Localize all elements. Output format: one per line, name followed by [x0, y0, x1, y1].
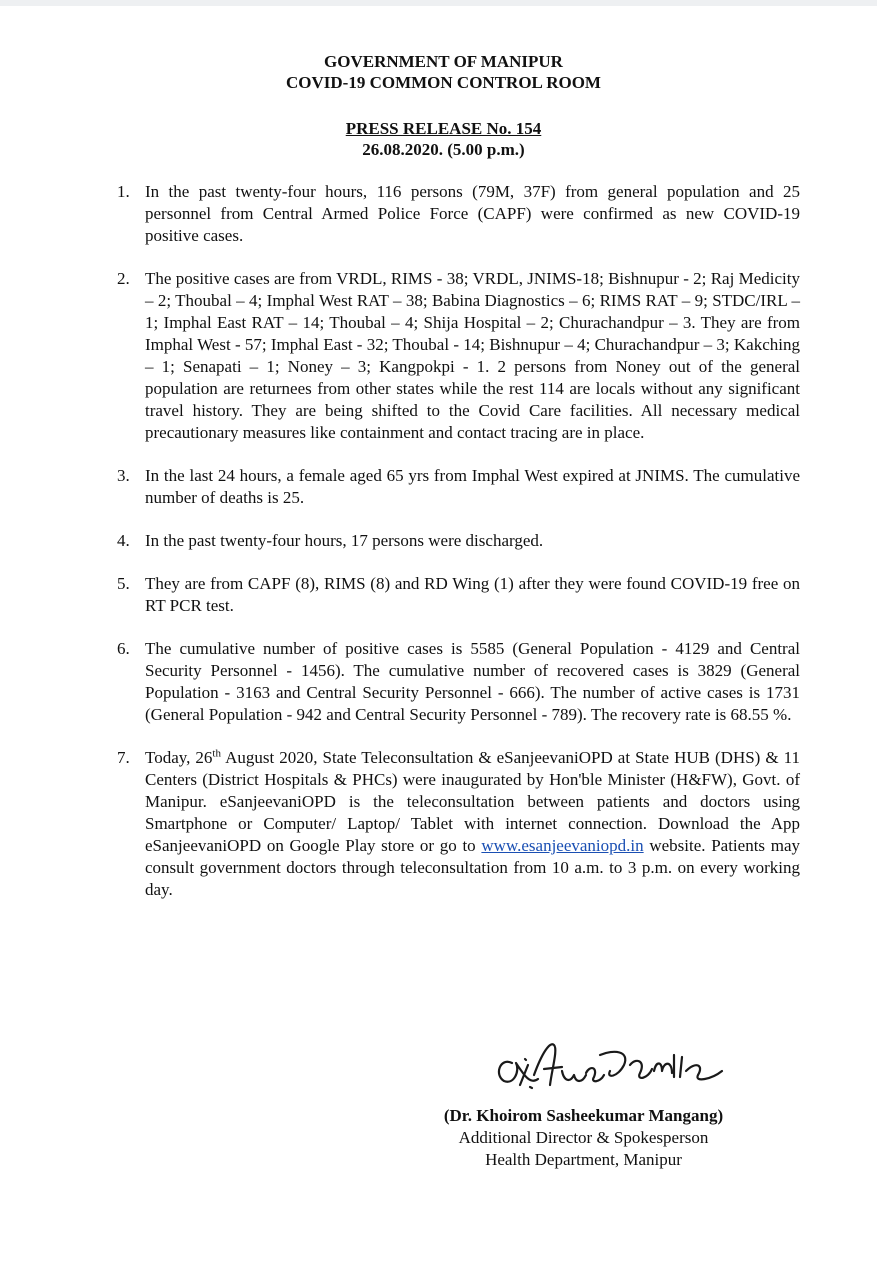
government-title: GOVERNMENT OF MANIPUR: [324, 52, 563, 71]
item-text: In the past twenty-four hours, 17 persons were discharged.: [145, 531, 544, 550]
list-item: [0, 530, 877, 552]
item-text: In the past twenty-four hours, 116 persons (79M, 37F) from general population and 25 personnel from Central Armed Police Force (CAPF) were confirmed as new COVID-19 positive cases.: [145, 182, 800, 245]
list-item: [0, 638, 877, 726]
item-text-part: Today, 26: [145, 748, 213, 767]
handwritten-signature: [490, 1035, 750, 1105]
item-number: 7.: [117, 748, 130, 767]
press-release-heading: [0, 118, 877, 160]
list-item: [0, 268, 877, 444]
item-number: 4.: [117, 531, 130, 550]
item-text: The positive cases are from VRDL, RIMS - 38; VRDL, JNIMS-18; Bishnupur - 2; Raj Medicity – 2; Thoubal – 4; Imphal West RAT – 38; Babina Diagnostics – 6; RIMS RAT – 9; STDC/IRL – 1; Imphal East RAT – 14; Thoubal – 4; Shija Hospital – 2; Churachandpur – 3. They are from Imphal West - 57; Imphal East - 32; Thoubal - 14; Bishnupur – 4; Churachandpur – 3; Kakching – 1; Senapati – 1; Noney – 3; Kangpokpi - 1. 2 persons from Noney out of the general population are returnees from other states while the rest 114 are locals without any significant travel history. They are being shifted to the Covid Care facilities. All necessary medical precautionary measures like containment and contact tracing are in place.: [145, 269, 800, 442]
press-release-number: PRESS RELEASE No. 154: [345, 119, 542, 138]
item-text: They are from CAPF (8), RIMS (8) and RD Wing (1) after they were found COVID-19 free on RT PCR test.: [145, 574, 800, 615]
list-item: [0, 181, 877, 247]
item-text: In the last 24 hours, a female aged 65 yrs from Imphal West expired at JNIMS. The cumulative number of deaths is 25.: [145, 466, 800, 507]
document-header: [0, 51, 877, 93]
signatory-block: [396, 1105, 771, 1171]
ordinal-suffix: th: [212, 747, 221, 760]
item-number: 2.: [117, 269, 130, 288]
list-item: [0, 465, 877, 509]
item-text-part: August 2020, State Teleconsultation & eSanjeevaniOPD at State HUB (DHS) & 11 Centers (District Hospitals & PHCs) were inaugurated by Hon'ble Minister (H&FW), Govt. of Manipur. eSanjeevaniOPD is the teleconsultation between patients and doctors using Smartphone or Computer/ Laptop/ Tablet with internet connection. Download the App eSanjeevaniOPD on Google Play store or go to: [145, 748, 800, 855]
signatory-department: Health Department, Manipur: [485, 1150, 682, 1169]
control-room-title: COVID-19 COMMON CONTROL ROOM: [286, 73, 601, 92]
item-number: 1.: [117, 182, 130, 201]
list-item: [0, 747, 877, 901]
top-edge-bar: [0, 0, 877, 6]
list-item: [0, 573, 877, 617]
item-text: [145, 747, 800, 901]
item-number: 6.: [117, 639, 130, 658]
item-text-part: website. Patients may consult government doctors through teleconsultation from 10 a.m. to 3 p.m. on every working day.: [145, 836, 800, 899]
signatory-name: (Dr. Khoirom Sasheekumar Mangang): [443, 1106, 724, 1125]
item-number: 5.: [117, 574, 130, 593]
esanjeevani-website-link[interactable]: www.esanjeevaniopd.in: [481, 836, 644, 855]
item-number: 3.: [117, 466, 130, 485]
signatory-title: Additional Director & Spokesperson: [458, 1128, 709, 1147]
press-release-items: [0, 181, 877, 922]
press-release-datetime: 26.08.2020. (5.00 p.m.): [362, 140, 525, 159]
item-text: The cumulative number of positive cases is 5585 (General Population - 4129 and Central Security Personnel - 1456). The cumulative number of recovered cases is 3829 (General Population - 3163 and Central Security Personnel - 666). The number of active cases is 1731 (General Population - 942 and Central Security Personnel - 789). The recovery rate is 68.55 %.: [145, 639, 800, 724]
